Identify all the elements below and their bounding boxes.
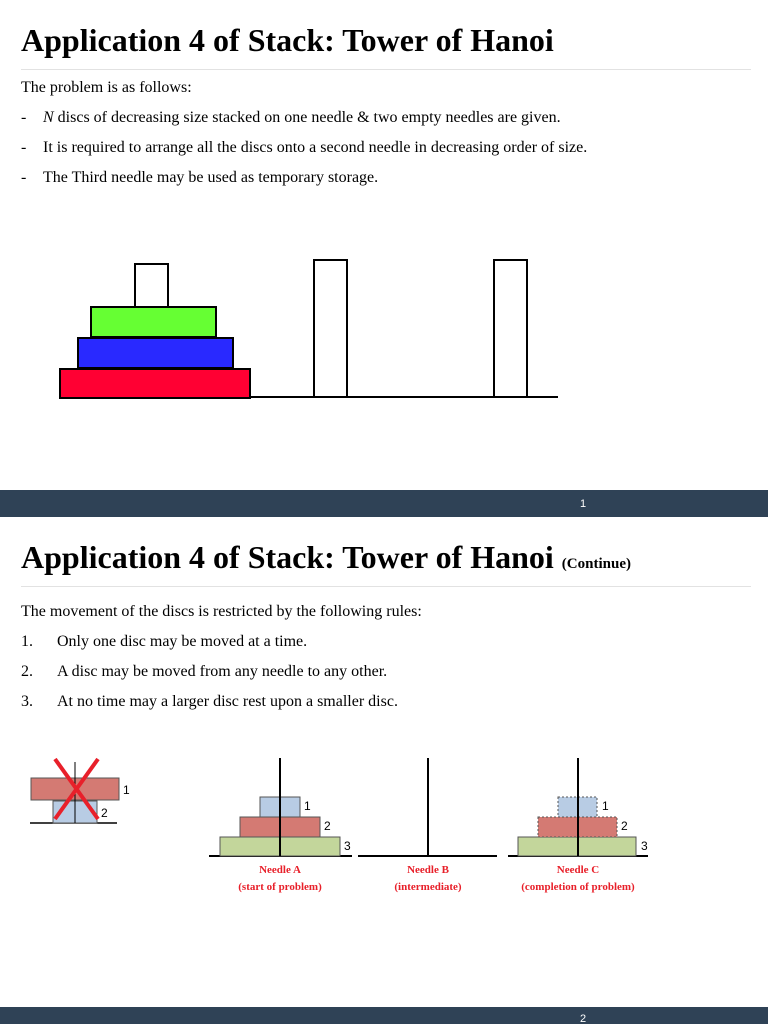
rule-number: 3. — [21, 693, 33, 710]
disc-number: 2 — [101, 806, 108, 820]
bullet-marker: - — [21, 139, 27, 156]
bullet-marker: - — [21, 109, 27, 126]
rule-number: 1. — [21, 633, 33, 650]
needle-c-label: Needle C — [556, 864, 600, 876]
italic-n: N — [43, 109, 54, 126]
slide-2-title-text: Application 4 of Stack: Tower of Hanoi — [21, 539, 554, 575]
needle-c — [494, 260, 527, 397]
disc-number: 2 — [621, 819, 628, 833]
bullet-text: It is required to arrange all the discs onto a second needle in decreasing order of size. — [43, 139, 588, 156]
hanoi-diagram — [0, 0, 768, 490]
disc-large — [60, 369, 250, 398]
needle-peg-a — [135, 264, 168, 307]
rule-number: 2. — [21, 663, 33, 680]
disc-number: 1 — [123, 783, 130, 797]
needle-c-caption: (completion of problem) — [521, 881, 635, 893]
slide-1-footer — [0, 490, 768, 517]
disc-number: 3 — [641, 839, 648, 853]
disc-number: 3 — [344, 839, 351, 853]
needle-c-stack — [508, 758, 648, 893]
needle-b-caption: (intermediate) — [394, 881, 462, 893]
invalid-move-example — [30, 759, 130, 823]
bullet-text: The Third needle may be used as temporary storage. — [43, 169, 379, 186]
slide-2-intro: The movement of the discs is restricted by the following rules: — [21, 603, 422, 620]
slide-1 — [0, 0, 768, 490]
disc-number: 1 — [304, 799, 311, 813]
needle-a-stack — [209, 758, 352, 893]
needle-b — [314, 260, 347, 397]
needle-b-stack — [358, 758, 497, 893]
needle-a-caption: (start of problem) — [238, 881, 322, 893]
needle-b-label: Needle B — [407, 864, 449, 876]
rule-text: At no time may a larger disc rest upon a smaller disc. — [57, 693, 398, 710]
disc-number: 2 — [324, 819, 331, 833]
page-number: 1 — [580, 498, 587, 510]
title-suffix: (Continue) — [561, 556, 631, 572]
bullet-marker: - — [21, 169, 27, 186]
rule-text: Only one disc may be moved at a time. — [57, 633, 308, 650]
disc-number: 1 — [602, 799, 609, 813]
bullet-text: discs of decreasing size stacked on one needle & two empty needles are given. — [53, 109, 561, 126]
page-number: 2 — [580, 1013, 587, 1025]
rule-text: A disc may be moved from any needle to any other. — [57, 663, 388, 680]
needle-a-label: Needle A — [259, 864, 301, 876]
slide-1-intro: The problem is as follows: — [21, 79, 192, 96]
slide-2 — [0, 517, 768, 1007]
slide-2-footer — [0, 1007, 768, 1024]
disc-small — [91, 307, 216, 337]
hanoi-rules-diagram — [0, 517, 768, 1007]
slide-1-title: Application 4 of Stack: Tower of Hanoi — [21, 22, 554, 58]
disc-medium — [78, 338, 233, 368]
